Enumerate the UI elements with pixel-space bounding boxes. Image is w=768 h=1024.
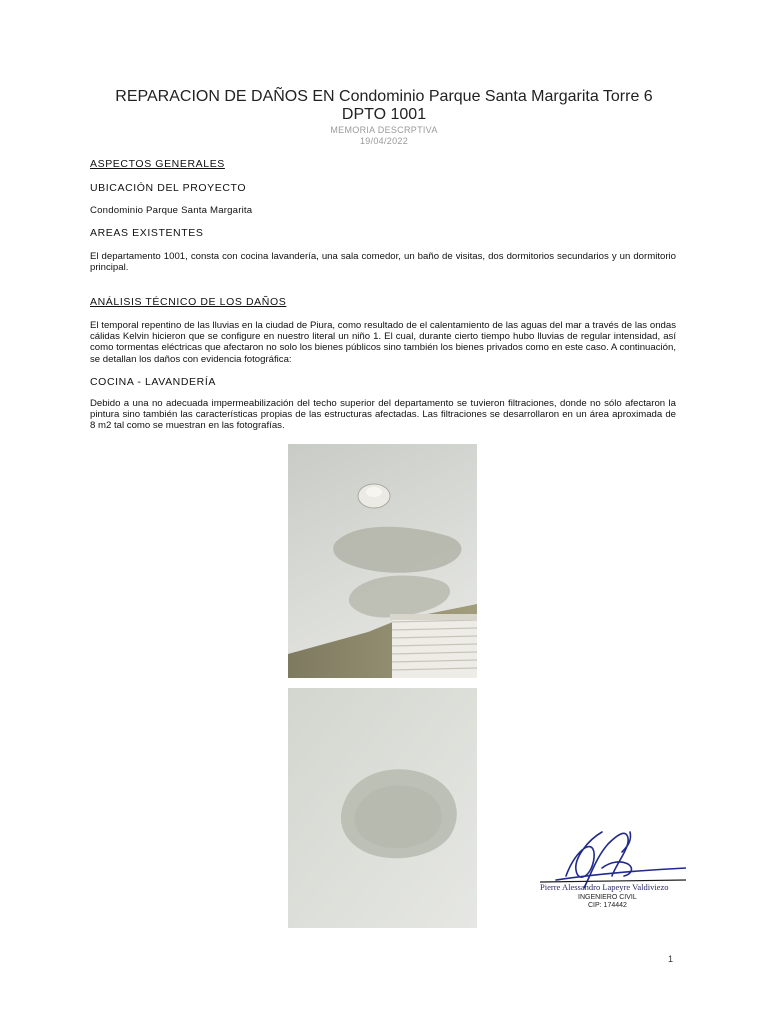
cocina-text: Debido a una no adecuada impermeabilización del techo superior del departamento se tuvieron filtraciones, donde no sólo afectaron la pintura sino también las características propias de las estructuras afectadas. Las filtraciones se desarrollaron en un área aproximada de 8 m2 tal como se muestran en las fotografías. <box>90 398 676 432</box>
page-number: 1 <box>668 954 674 964</box>
title-line-2: DPTO 1001 <box>341 106 427 123</box>
heading-aspectos-generales: ASPECTOS GENERALES <box>90 158 225 170</box>
heading-ubicacion: UBICACIÓN DEL PROYECTO <box>90 182 247 194</box>
heading-areas-existentes: AREAS EXISTENTES <box>90 227 204 239</box>
document-title <box>90 88 678 124</box>
signature-name: Pierre Alessandro Lapeyre Valdiviezo <box>540 882 669 892</box>
signature-cip: CIP: 174442 <box>588 902 627 909</box>
ceiling-stain-photo-1 <box>288 444 477 678</box>
areas-text: El departamento 1001, consta con cocina lavandería, una sala comedor, un baño de visitas, dos dormitorios secundarios y un dormitorio principal. <box>90 251 676 274</box>
title-line-1: REPARACION DE DAÑOS EN Condominio Parque Santa Margarita Torre 6 <box>115 88 653 105</box>
document-subtitle: MEMORIA DESCRPTIVA <box>330 125 438 135</box>
ceiling-stain-photo-2 <box>288 688 477 928</box>
signature-role: INGENIERO CIVIL <box>578 894 637 901</box>
document-date: 19/04/2022 <box>359 136 409 146</box>
heading-analisis-tecnico: ANÁLISIS TÉCNICO DE LOS DAÑOS <box>90 296 287 308</box>
analisis-text: El temporal repentino de las lluvias en la ciudad de Piura, como resultado de el calentamiento de las aguas del mar a través de las ondas cálidas Kelvin hicieron que se configure en nuestro literal un niño 1. El cual, durante cierto tiempo hubo lluvias de regular intensidad, así como tormentas eléctricas que afectaron no solo los bienes públicos sino también los bienes privados como en este caso. A continuación, se detallan los daños con evidencia fotográfica: <box>90 320 676 365</box>
ubicacion-text: Condominio Parque Santa Margarita <box>90 205 253 216</box>
heading-cocina-lavanderia: COCINA - LAVANDERÍA <box>90 376 216 388</box>
signature-credentials <box>578 894 637 910</box>
